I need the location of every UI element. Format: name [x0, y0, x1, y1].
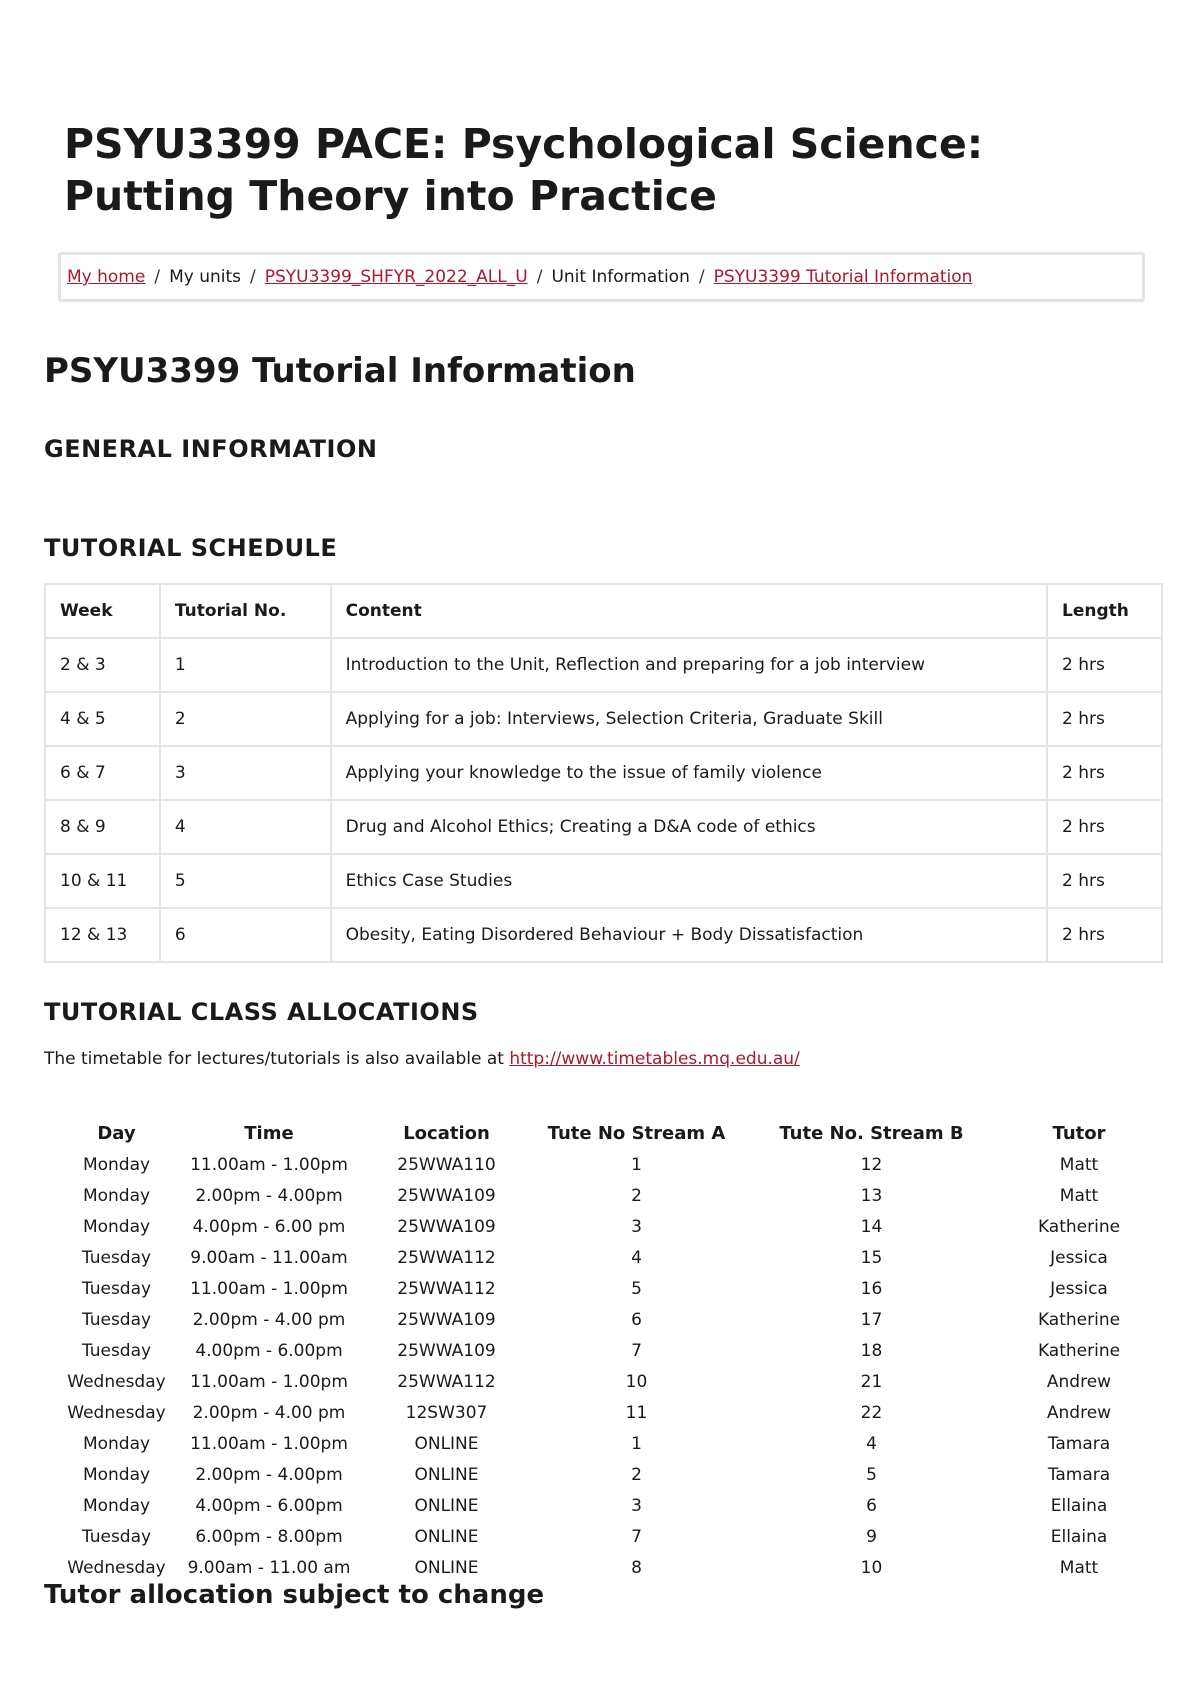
cell-week: 4 & 5 [45, 692, 160, 746]
cell-location: 25WWA109 [397, 1309, 496, 1330]
tutorial-schedule-table [44, 583, 1163, 963]
table-row [45, 692, 1162, 746]
table-row [54, 1335, 1154, 1366]
cell-location: ONLINE [414, 1557, 479, 1578]
cell-time: 2.00pm - 4.00 pm [192, 1402, 346, 1423]
cell-tutorial-no: 4 [160, 800, 331, 854]
table-row [54, 1366, 1154, 1397]
cell-week: 8 & 9 [45, 800, 160, 854]
table-row [54, 1149, 1154, 1180]
cell-location: 25WWA112 [397, 1371, 496, 1392]
cell-time: 11.00am - 1.00pm [190, 1371, 348, 1392]
cell-day: Wednesday [67, 1557, 166, 1578]
cell-stream-a: 7 [631, 1340, 642, 1361]
table-header-row [45, 584, 1162, 638]
table-row [54, 1180, 1154, 1211]
cell-tutor: Ellaina [1050, 1495, 1108, 1516]
cell-stream-a: 5 [631, 1278, 642, 1299]
cell-location: 25WWA109 [397, 1185, 496, 1206]
cell-stream-b: 4 [866, 1433, 877, 1454]
table-row [45, 746, 1162, 800]
cell-day: Tuesday [81, 1340, 152, 1361]
column-header-time: Time [244, 1122, 294, 1144]
tutorial-class-allocations-heading: TUTORIAL CLASS ALLOCATIONS [44, 998, 479, 1026]
cell-length: 2 hrs [1047, 692, 1162, 746]
cell-time: 4.00pm - 6.00pm [195, 1495, 343, 1516]
cell-length: 2 hrs [1047, 800, 1162, 854]
breadcrumb-my-units: My units [169, 267, 241, 287]
cell-stream-a: 2 [631, 1464, 642, 1485]
cell-week: 12 & 13 [45, 908, 160, 962]
cell-stream-a: 7 [631, 1526, 642, 1547]
cell-time: 4.00pm - 6.00 pm [192, 1216, 346, 1237]
breadcrumb-current-page-link[interactable]: PSYU3399 Tutorial Information [713, 267, 973, 287]
cell-tutor: Matt [1059, 1557, 1099, 1578]
cell-stream-b: 17 [860, 1309, 883, 1330]
cell-tutor: Jessica [1050, 1278, 1108, 1299]
cell-day: Monday [82, 1185, 151, 1206]
timetable-note [44, 1049, 800, 1069]
tutorial-schedule-heading: TUTORIAL SCHEDULE [44, 534, 338, 562]
cell-tutor: Andrew [1046, 1371, 1112, 1392]
cell-stream-b: 14 [860, 1216, 883, 1237]
cell-tutor: Ellaina [1050, 1526, 1108, 1547]
table-header-row [54, 1117, 1154, 1149]
cell-day: Monday [82, 1154, 151, 1175]
cell-content: Applying for a job: Interviews, Selection Criteria, Graduate Skill [331, 692, 1047, 746]
tutor-allocation-note: Tutor allocation subject to change [44, 1580, 545, 1610]
cell-day: Tuesday [81, 1309, 152, 1330]
breadcrumb [58, 252, 1145, 302]
timetable-text: The timetable for lectures/tutorials is also available at [44, 1049, 510, 1069]
cell-location: ONLINE [414, 1464, 479, 1485]
cell-time: 9.00am - 11.00am [190, 1247, 348, 1268]
column-header-day: Day [97, 1122, 136, 1144]
cell-stream-a: 1 [631, 1154, 642, 1175]
cell-tutor: Katherine [1037, 1309, 1121, 1330]
cell-content: Applying your knowledge to the issue of family violence [331, 746, 1047, 800]
breadcrumb-unit-information: Unit Information [551, 267, 690, 287]
cell-day: Monday [82, 1433, 151, 1454]
cell-stream-b: 13 [860, 1185, 883, 1206]
column-header-stream-b: Tute No. Stream B [779, 1122, 964, 1144]
cell-time: 6.00pm - 8.00pm [195, 1526, 343, 1547]
cell-time: 11.00am - 1.00pm [190, 1278, 348, 1299]
cell-stream-a: 1 [631, 1433, 642, 1454]
table-row [54, 1490, 1154, 1521]
cell-stream-b: 6 [866, 1495, 877, 1516]
cell-stream-a: 3 [631, 1495, 642, 1516]
breadcrumb-separator: / [250, 267, 256, 287]
cell-day: Tuesday [81, 1278, 152, 1299]
table-row [54, 1521, 1154, 1552]
table-row [54, 1397, 1154, 1428]
cell-stream-a: 8 [631, 1557, 642, 1578]
table-row [54, 1242, 1154, 1273]
cell-stream-b: 16 [860, 1278, 883, 1299]
cell-location: 25WWA112 [397, 1278, 496, 1299]
breadcrumb-separator: / [698, 267, 705, 287]
column-header-content: Content [331, 584, 1047, 638]
general-information-heading: GENERAL INFORMATION [44, 435, 378, 463]
cell-location: ONLINE [414, 1433, 479, 1454]
cell-time: 11.00am - 1.00pm [190, 1154, 348, 1175]
cell-content: Obesity, Eating Disordered Behaviour + Body Dissatisfaction [331, 908, 1047, 962]
breadcrumb-separator: / [154, 267, 161, 287]
table-row [45, 908, 1162, 962]
column-header-length: Length [1047, 584, 1162, 638]
cell-stream-b: 18 [860, 1340, 883, 1361]
cell-tutorial-no: 2 [160, 692, 331, 746]
cell-time: 11.00am - 1.00pm [190, 1433, 348, 1454]
cell-stream-b: 15 [860, 1247, 883, 1268]
cell-tutorial-no: 1 [160, 638, 331, 692]
cell-tutor: Katherine [1037, 1340, 1121, 1361]
breadcrumb-separator: / [536, 267, 543, 287]
table-row [54, 1304, 1154, 1335]
cell-length: 2 hrs [1047, 638, 1162, 692]
cell-stream-b: 10 [860, 1557, 883, 1578]
cell-location: ONLINE [414, 1495, 479, 1516]
cell-stream-b: 9 [866, 1526, 877, 1547]
breadcrumb-my-home-link[interactable]: My home [67, 267, 146, 287]
cell-stream-a: 11 [625, 1402, 648, 1423]
cell-day: Tuesday [81, 1526, 152, 1547]
column-header-location: Location [403, 1122, 490, 1144]
table-row [54, 1428, 1154, 1459]
column-header-stream-a: Tute No Stream A [547, 1122, 726, 1144]
class-allocations-table [54, 1117, 1154, 1583]
cell-time: 2.00pm - 4.00pm [195, 1464, 343, 1485]
cell-location: 25WWA112 [397, 1247, 496, 1268]
cell-tutorial-no: 3 [160, 746, 331, 800]
cell-tutor: Matt [1059, 1185, 1099, 1206]
table-row [54, 1211, 1154, 1242]
cell-day: Wednesday [67, 1402, 166, 1423]
cell-stream-b: 5 [866, 1464, 877, 1485]
cell-stream-a: 2 [631, 1185, 642, 1206]
cell-day: Monday [82, 1464, 151, 1485]
table-row [54, 1459, 1154, 1490]
cell-location: 12SW307 [405, 1402, 488, 1423]
cell-content: Ethics Case Studies [331, 854, 1047, 908]
cell-stream-a: 4 [631, 1247, 642, 1268]
cell-location: 25WWA109 [397, 1216, 496, 1237]
cell-tutor: Tamara [1047, 1433, 1111, 1454]
cell-location: ONLINE [414, 1526, 479, 1547]
cell-time: 2.00pm - 4.00 pm [192, 1309, 346, 1330]
timetable-link[interactable]: http://www.timetables.mq.edu.au/ [509, 1049, 800, 1069]
cell-day: Wednesday [67, 1371, 166, 1392]
cell-tutor: Jessica [1050, 1247, 1108, 1268]
cell-tutor: Matt [1059, 1154, 1099, 1175]
table-row [45, 800, 1162, 854]
breadcrumb-unit-link[interactable]: PSYU3399_SHFYR_2022_ALL_U [264, 267, 528, 287]
table-row [45, 638, 1162, 692]
cell-week: 2 & 3 [45, 638, 160, 692]
cell-stream-b: 12 [860, 1154, 883, 1175]
cell-day: Monday [82, 1216, 151, 1237]
cell-length: 2 hrs [1047, 854, 1162, 908]
column-header-tutor: Tutor [1052, 1122, 1106, 1144]
cell-stream-a: 6 [631, 1309, 642, 1330]
cell-time: 2.00pm - 4.00pm [195, 1185, 343, 1206]
table-row [54, 1273, 1154, 1304]
table-row [45, 854, 1162, 908]
cell-content: Introduction to the Unit, Reflection and preparing for a job interview [331, 638, 1047, 692]
cell-week: 6 & 7 [45, 746, 160, 800]
cell-location: 25WWA110 [397, 1154, 496, 1175]
section-title: PSYU3399 Tutorial Information [44, 351, 636, 391]
cell-content: Drug and Alcohol Ethics; Creating a D&A code of ethics [331, 800, 1047, 854]
page-title: PSYU3399 PACE: Psychological Science: Putting Theory into Practice [64, 120, 984, 220]
cell-tutor: Andrew [1046, 1402, 1112, 1423]
cell-length: 2 hrs [1047, 908, 1162, 962]
column-header-tutorial-no: Tutorial No. [160, 584, 331, 638]
cell-tutor: Tamara [1047, 1464, 1111, 1485]
cell-stream-a: 10 [625, 1371, 648, 1392]
cell-day: Monday [82, 1495, 151, 1516]
cell-time: 9.00am - 11.00 am [187, 1557, 351, 1578]
cell-tutorial-no: 5 [160, 854, 331, 908]
cell-stream-b: 21 [860, 1371, 883, 1392]
cell-time: 4.00pm - 6.00pm [195, 1340, 343, 1361]
cell-day: Tuesday [81, 1247, 152, 1268]
cell-stream-b: 22 [860, 1402, 883, 1423]
cell-tutor: Katherine [1037, 1216, 1121, 1237]
column-header-week: Week [45, 584, 160, 638]
cell-stream-a: 3 [631, 1216, 642, 1237]
cell-week: 10 & 11 [45, 854, 160, 908]
cell-length: 2 hrs [1047, 746, 1162, 800]
cell-tutorial-no: 6 [160, 908, 331, 962]
cell-location: 25WWA109 [397, 1340, 496, 1361]
